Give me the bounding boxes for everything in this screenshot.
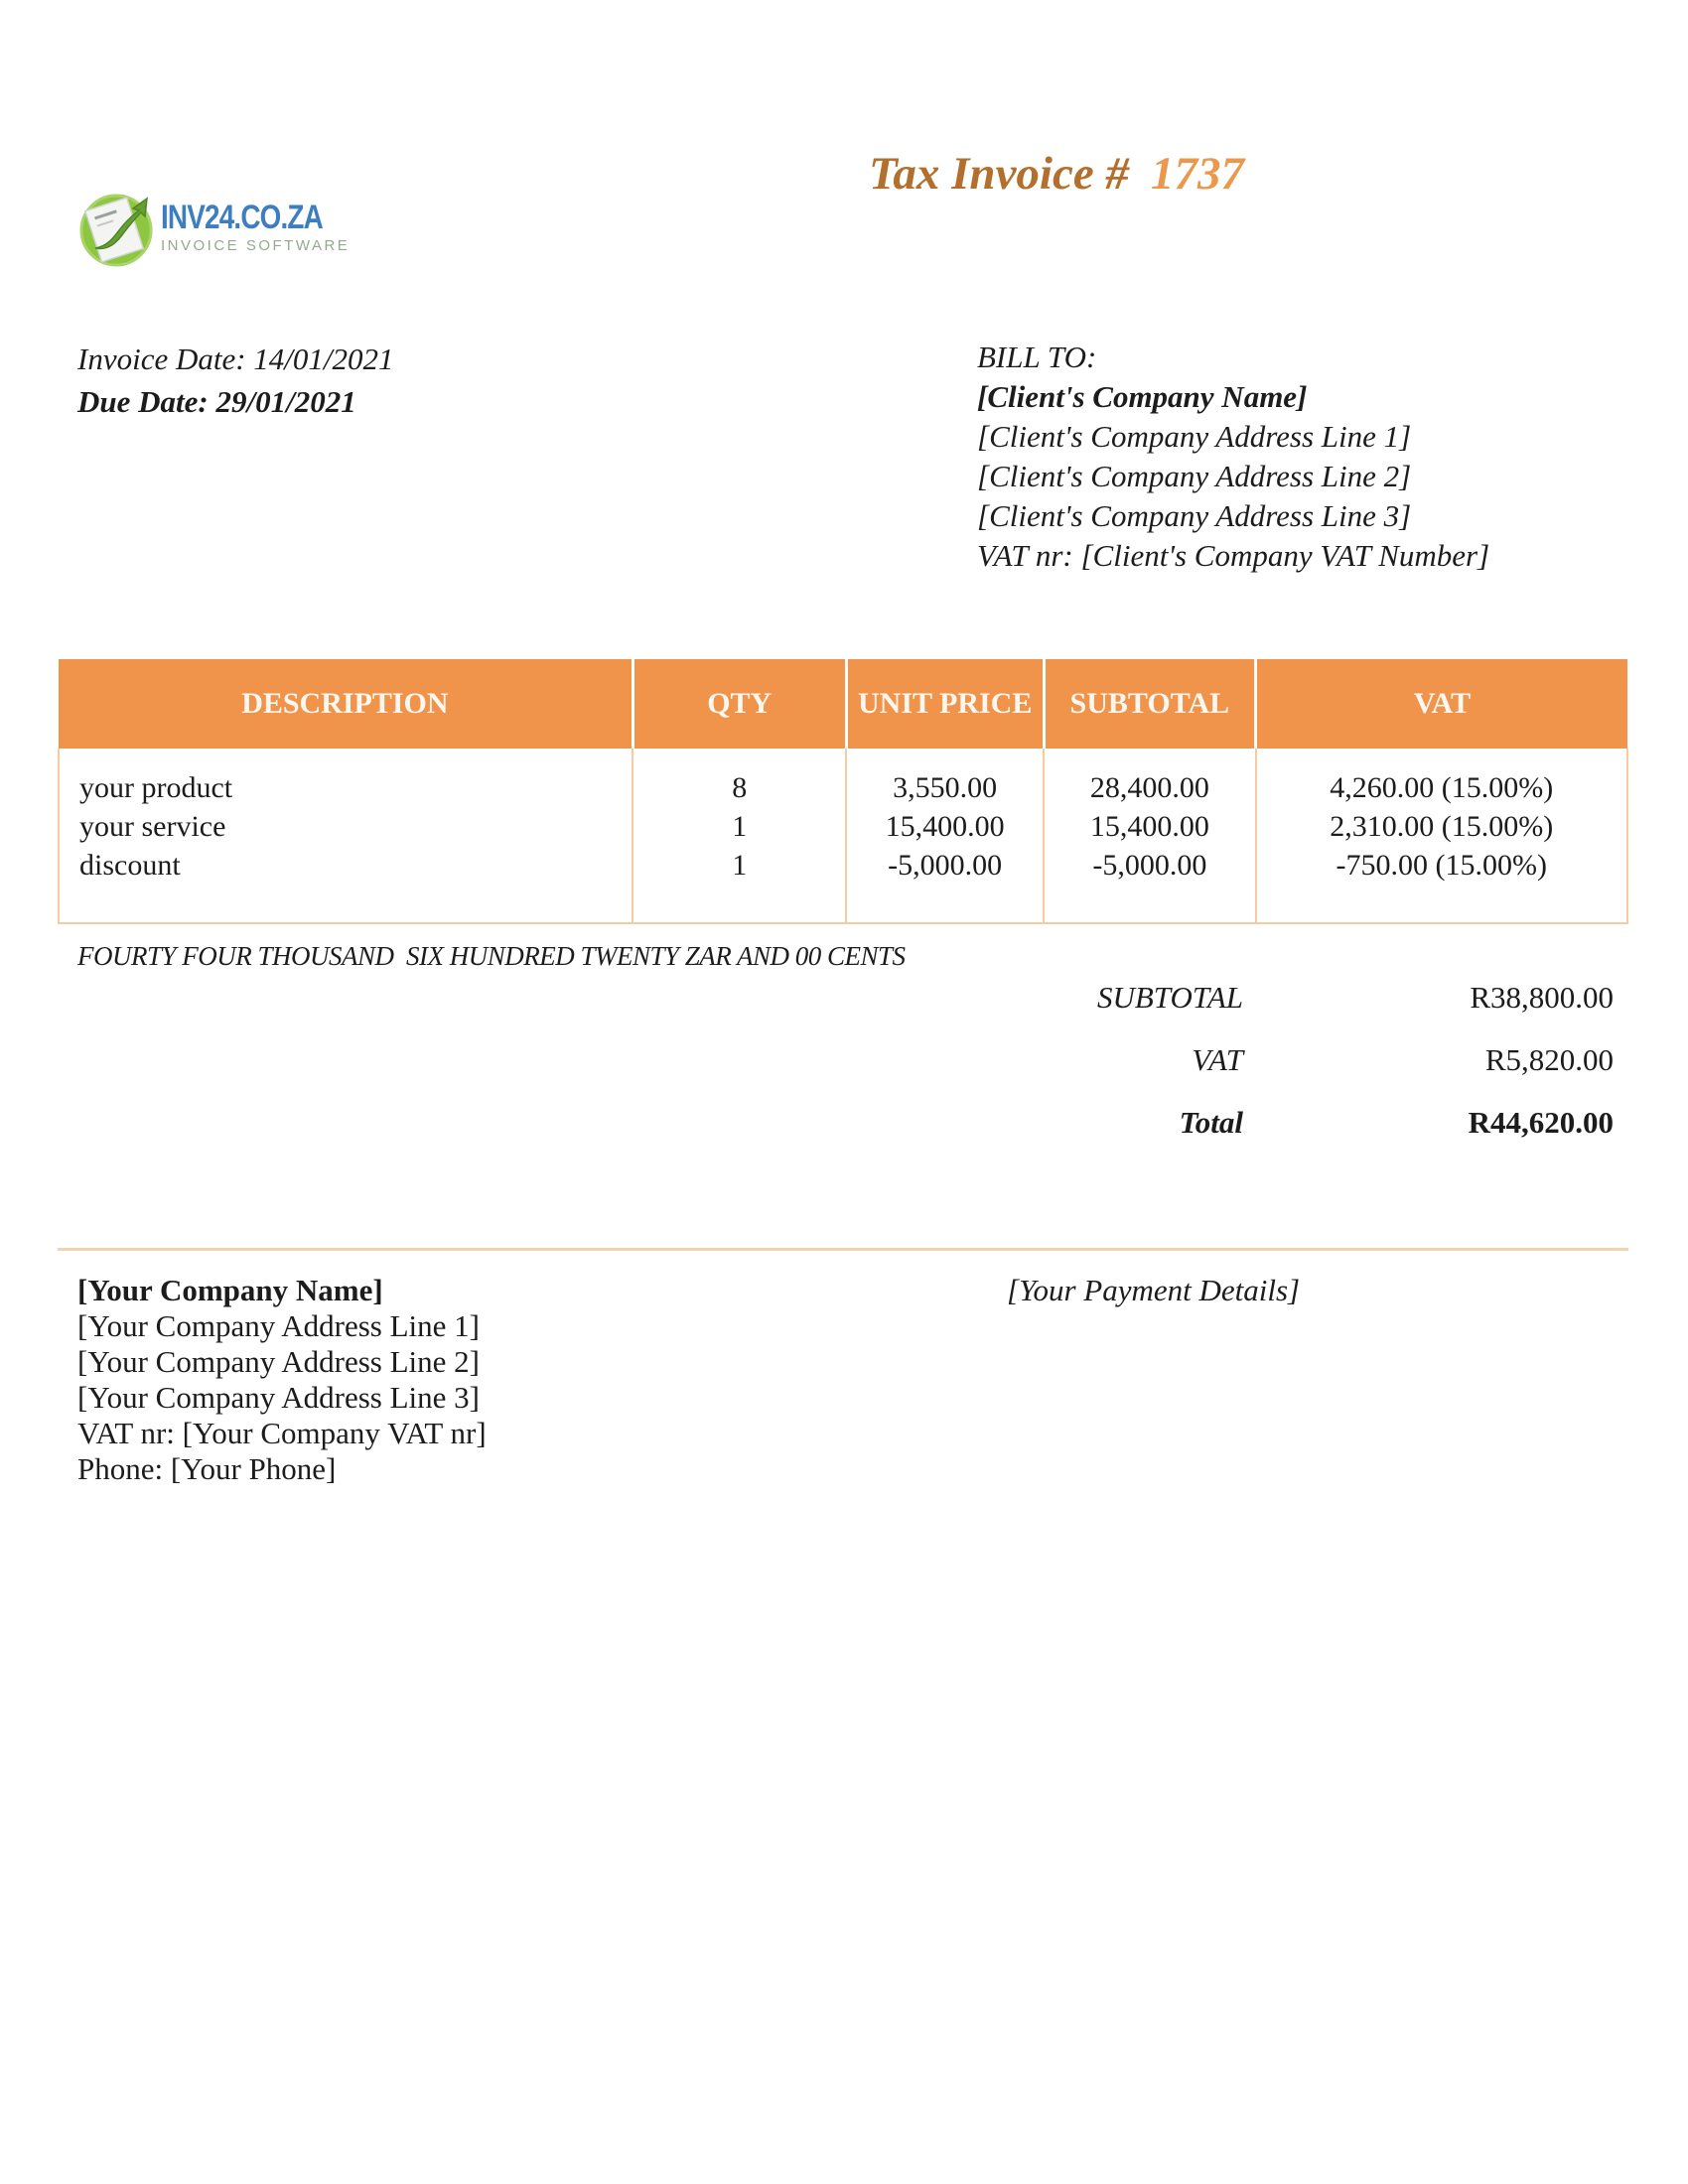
logo-tagline: INVOICE SOFTWARE (161, 236, 351, 254)
client-vat-number: VAT nr: [Client's Company VAT Number] (977, 538, 1490, 573)
footer-divider (58, 1248, 1628, 1251)
invoice-dates (77, 338, 394, 423)
table-body (59, 749, 1627, 923)
client-address-line-2: [Client's Company Address Line 2] (977, 459, 1412, 493)
subtotal-cells (1044, 749, 1255, 923)
item-qty: 1 (732, 849, 748, 882)
item-qty: 1 (732, 810, 748, 843)
col-header-subtotal: SUBTOTAL (1044, 659, 1255, 749)
item-description: discount (79, 849, 181, 882)
due-date: Due Date: 29/01/2021 (77, 384, 356, 419)
total-label: Total (1179, 1104, 1243, 1140)
total-row (894, 1091, 1614, 1154)
col-header-unit-price: UNIT PRICE (846, 659, 1044, 749)
your-company-name: [Your Company Name] (77, 1273, 383, 1307)
bill-to-heading: BILL TO: (977, 340, 1097, 374)
invoice-date: Invoice Date: 14/01/2021 (77, 341, 394, 376)
invoice-number: 1737 (1150, 148, 1244, 200)
inv24-logo-icon (75, 187, 157, 268)
item-qty: 8 (732, 771, 748, 804)
your-address-line-2: [Your Company Address Line 2] (77, 1344, 480, 1379)
inv24-logo (75, 187, 358, 268)
col-header-qty: QTY (633, 659, 846, 749)
invoice-title-prefix: Tax Invoice # (869, 148, 1129, 200)
item-vat: -750.00 (15.00%) (1336, 849, 1547, 882)
item-unit-price: 3,550.00 (893, 771, 998, 804)
item-description: your service (79, 810, 226, 843)
your-address-line-1: [Your Company Address Line 1] (77, 1308, 480, 1343)
col-header-description: DESCRIPTION (59, 659, 633, 749)
vat-label: VAT (1192, 1041, 1243, 1077)
subtotal-row (894, 966, 1614, 1028)
your-phone: Phone: [Your Phone] (77, 1451, 337, 1486)
client-address-line-1: [Client's Company Address Line 1] (977, 419, 1412, 454)
item-subtotal: 15,400.00 (1089, 810, 1209, 843)
item-unit-price: 15,400.00 (885, 810, 1005, 843)
table-header-row (59, 659, 1627, 749)
subtotal-value: R38,800.00 (1470, 979, 1614, 1015)
qty-cells (633, 749, 846, 923)
total-value: R44,620.00 (1468, 1104, 1614, 1140)
item-description: your product (79, 771, 233, 804)
item-vat: 2,310.00 (15.00%) (1330, 810, 1554, 843)
bill-to-section (977, 338, 1489, 576)
logo-name: INV24.CO.ZA (161, 198, 323, 236)
client-company-name: [Client's Company Name] (977, 379, 1308, 414)
col-header-vat: VAT (1256, 659, 1627, 749)
subtotal-label: SUBTOTAL (1096, 979, 1243, 1015)
payment-details: [Your Payment Details] (1007, 1273, 1301, 1307)
line-items-table (58, 659, 1628, 924)
description-cells (59, 749, 633, 923)
amount-in-words: FOURTY FOUR THOUSAND SIX HUNDRED TWENTY ZAR AND 00 CENTS (77, 941, 906, 971)
item-vat: 4,260.00 (15.00%) (1330, 771, 1554, 804)
your-vat-number: VAT nr: [Your Company VAT nr] (77, 1416, 487, 1450)
inv24-logo-text (161, 198, 358, 254)
item-subtotal: -5,000.00 (1092, 849, 1207, 882)
totals-section (894, 966, 1614, 1154)
item-unit-price: -5,000.00 (888, 849, 1003, 882)
invoice-title (869, 147, 1244, 201)
vat-cells (1256, 749, 1627, 923)
vat-value: R5,820.00 (1484, 1041, 1614, 1077)
item-subtotal: 28,400.00 (1089, 771, 1209, 804)
vat-row (894, 1028, 1614, 1091)
seller-details (77, 1273, 487, 1487)
unit-price-cells (846, 749, 1044, 923)
client-address-line-3: [Client's Company Address Line 3] (977, 498, 1412, 533)
your-address-line-3: [Your Company Address Line 3] (77, 1380, 480, 1415)
